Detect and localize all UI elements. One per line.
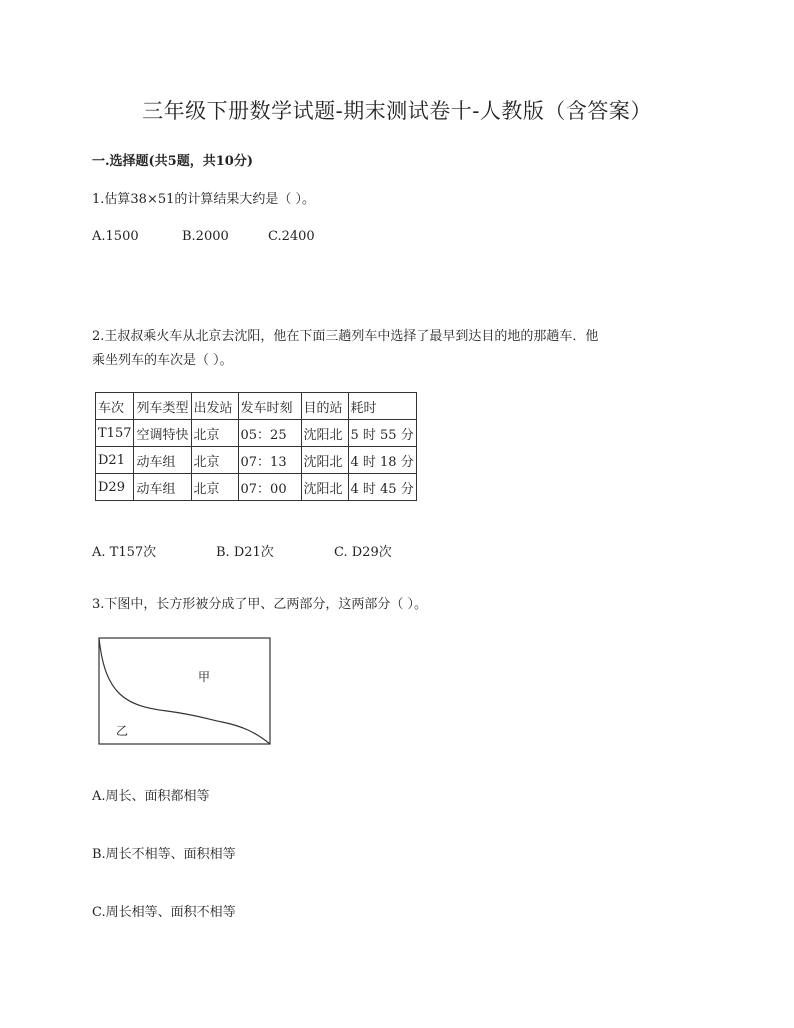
table-cell: T157: [96, 420, 134, 447]
q1-option-c: C.2400: [268, 229, 315, 244]
rectangle-figure: [97, 636, 273, 748]
table-cell: 4 时 18 分: [348, 447, 416, 474]
table-row: [96, 447, 417, 474]
question-1: 1.估算38×51的计算结果大约是（ ）。: [92, 192, 316, 207]
table-cell: 07：13: [238, 447, 301, 474]
table-header-cell: 耗时: [348, 393, 416, 420]
question-3: 3.下图中，长方形被分成了甲、乙两部分，这两部分（ ）。: [92, 597, 428, 612]
question-2-line-1: 2.王叔叔乘火车从北京去沈阳，他在下面三趟列车中选择了最早到达目的地的那趟车．他: [92, 329, 599, 344]
table-cell: 北京: [191, 474, 238, 501]
section-heading: 一.选择题(共5题，共10分): [92, 154, 253, 169]
question-2-options: [92, 541, 392, 560]
q2-option-c: C. D29次: [334, 545, 392, 560]
table-row: [96, 474, 417, 501]
table-cell: 北京: [191, 420, 238, 447]
table-cell: 北京: [191, 447, 238, 474]
table-cell: 4 时 45 分: [348, 474, 416, 501]
table-cell: 沈阳北: [301, 447, 348, 474]
table-cell: 07：00: [238, 474, 301, 501]
table-header-cell: 列车类型: [134, 393, 191, 420]
q3-option-c: C.周长相等、面积不相等: [92, 905, 236, 920]
train-table: [95, 392, 417, 501]
label-jia: 甲: [198, 670, 211, 684]
table-cell: 05：25: [238, 420, 301, 447]
table-cell: 空调特快: [134, 420, 191, 447]
q3-option-a: A.周长、面积都相等: [92, 789, 210, 804]
q3-option-b: B.周长不相等、面积相等: [92, 847, 236, 862]
q1-option-b: B.2000: [182, 229, 229, 244]
table-header-row: [96, 393, 417, 420]
table-header-cell: 发车时刻: [238, 393, 301, 420]
q2-option-a: A. T157次: [92, 545, 157, 560]
table-row: [96, 420, 417, 447]
table-header-cell: 目的站: [301, 393, 348, 420]
table-cell: 动车组: [134, 474, 191, 501]
q1-option-a: A.1500: [92, 229, 139, 244]
table-header-cell: 车次: [96, 393, 134, 420]
table-cell: 5 时 55 分: [348, 420, 416, 447]
table-cell: 动车组: [134, 447, 191, 474]
question-2-line-2: 乘坐列车的车次是（ ）。: [92, 353, 233, 368]
table-cell: 沈阳北: [301, 420, 348, 447]
table-cell: 沈阳北: [301, 474, 348, 501]
label-yi: 乙: [116, 724, 129, 738]
page-title: 三年级下册数学试题-期末测试卷十-人教版（含答案）: [142, 99, 652, 123]
question-1-options: [92, 229, 315, 244]
table-header-cell: 出发站: [191, 393, 238, 420]
table-cell: D21: [96, 447, 134, 474]
table-cell: D29: [96, 474, 134, 501]
q2-option-b: B. D21次: [216, 545, 274, 560]
